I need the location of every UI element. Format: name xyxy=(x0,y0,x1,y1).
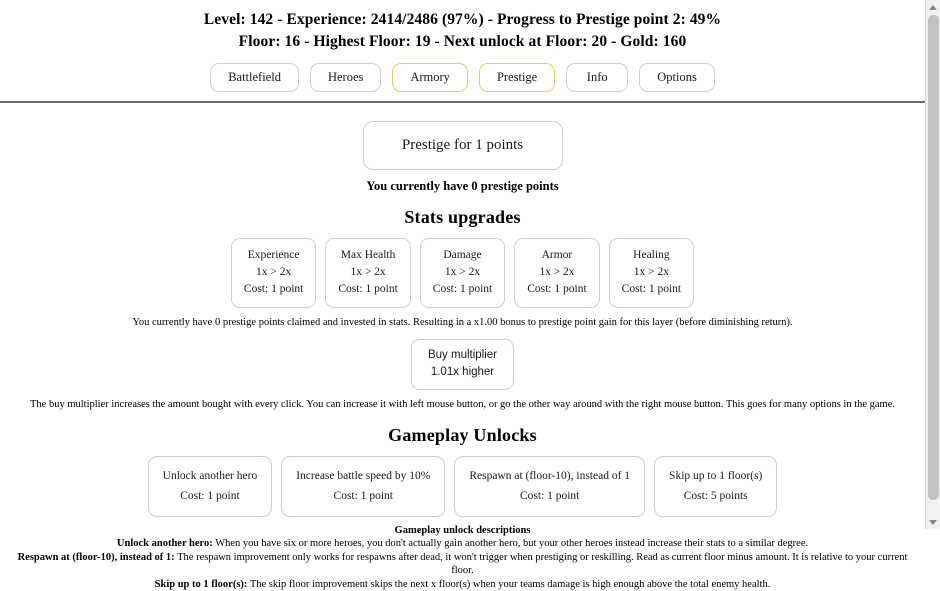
prestige-points-note: You currently have 0 prestige points xyxy=(0,179,925,194)
stat-upgrade-card[interactable] xyxy=(325,238,410,308)
buy-multiplier-value: 1.01x higher xyxy=(428,364,497,381)
stat-upgrade-name: Armor xyxy=(527,247,586,264)
scroll-down-arrow-icon[interactable] xyxy=(926,515,940,529)
buy-multiplier-note: The buy multiplier increases the amount bought with every click. You can increase it with left mouse button, or go the other way around with the right mouse button. This goes for many options in the game. xyxy=(0,398,925,412)
tab-prestige[interactable]: Prestige xyxy=(479,63,555,92)
status-header xyxy=(0,0,925,53)
gameplay-unlock-card[interactable] xyxy=(654,456,777,517)
stat-upgrade-name: Experience xyxy=(244,247,303,264)
gameplay-unlock-cost: Cost: 1 point xyxy=(163,486,258,506)
scroll-up-arrow-icon[interactable] xyxy=(926,0,940,14)
stat-upgrade-scale: 1x > 2x xyxy=(622,264,681,281)
gameplay-unlock-cost: Cost: 1 point xyxy=(469,486,630,506)
stat-upgrade-name: Healing xyxy=(622,247,681,264)
vertical-scrollbar[interactable] xyxy=(925,0,940,529)
buy-multiplier-area xyxy=(0,339,925,390)
tab-heroes[interactable]: Heroes xyxy=(310,63,381,92)
stat-upgrade-cost: Cost: 1 point xyxy=(622,281,681,298)
stat-upgrade-cost: Cost: 1 point xyxy=(244,281,303,298)
stat-upgrade-scale: 1x > 2x xyxy=(527,264,586,281)
stat-upgrade-card[interactable] xyxy=(514,238,599,308)
stat-upgrade-cost: Cost: 1 point xyxy=(338,281,397,298)
tab-battlefield[interactable]: Battlefield xyxy=(210,63,299,92)
header-divider xyxy=(0,101,925,103)
gameplay-unlocks-title: Gameplay Unlocks xyxy=(0,425,925,446)
stat-upgrade-name: Damage xyxy=(433,247,492,264)
unlock-descriptions xyxy=(0,524,925,591)
stat-upgrade-card[interactable] xyxy=(420,238,505,308)
gameplay-unlock-name: Respawn at (floor-10), instead of 1 xyxy=(469,466,630,486)
stats-investment-note: You currently have 0 prestige points claimed and invested in stats. Resulting in a x1.00 bonus to prestige point gain for this layer (before diminishing return). xyxy=(0,316,925,330)
prestige-button[interactable]: Prestige for 1 points xyxy=(363,121,563,170)
stat-upgrade-cost: Cost: 1 point xyxy=(527,281,586,298)
tab-armory[interactable]: Armory xyxy=(392,63,468,92)
unlock-description-term: Respawn at (floor-10), instead of 1: xyxy=(18,552,175,563)
buy-multiplier-label: Buy multiplier xyxy=(428,347,497,364)
stat-upgrade-scale: 1x > 2x xyxy=(433,264,492,281)
stat-upgrade-scale: 1x > 2x xyxy=(244,264,303,281)
stat-upgrade-scale: 1x > 2x xyxy=(338,264,397,281)
gameplay-unlock-name: Skip up to 1 floor(s) xyxy=(669,466,762,486)
stat-upgrade-cost: Cost: 1 point xyxy=(433,281,492,298)
gameplay-unlock-cost: Cost: 1 point xyxy=(296,486,430,506)
unlock-description-term: Unlock another hero: xyxy=(117,538,213,549)
status-line-level: Level: 142 - Experience: 2414/2486 (97%) - Progress to Prestige point 2: 49% xyxy=(0,9,925,31)
gameplay-unlock-cost: Cost: 5 points xyxy=(669,486,762,506)
gameplay-unlock-card[interactable] xyxy=(148,456,273,517)
main-tab-bar xyxy=(0,63,925,92)
unlock-description-line xyxy=(0,551,925,578)
unlock-description-text: The skip floor improvement skips the next x floor(s) when your teams damage is high enough above the total enemy health. xyxy=(247,579,770,590)
unlock-descriptions-title: Gameplay unlock descriptions xyxy=(0,524,925,537)
unlock-description-line xyxy=(0,537,925,551)
tab-options[interactable]: Options xyxy=(639,63,715,92)
unlock-description-text: When you have six or more heroes, you don't actually gain another hero, but your other heroes instead increase their stats to a similar degree. xyxy=(213,538,808,549)
scrollbar-thumb[interactable] xyxy=(928,15,939,500)
stats-upgrades-title: Stats upgrades xyxy=(0,207,925,228)
gameplay-unlocks-row xyxy=(0,456,925,517)
buy-multiplier-button[interactable] xyxy=(411,339,514,390)
gameplay-unlock-name: Increase battle speed by 10% xyxy=(296,466,430,486)
tab-info[interactable]: Info xyxy=(566,63,628,92)
unlock-description-text: The respawn improvement only works for respawns after dead, it won't trigger when prestiging or reskilling. Read as current floor minus amount. It is relative to your current floor. xyxy=(175,552,908,577)
unlock-description-line xyxy=(0,578,925,591)
stat-upgrade-card[interactable] xyxy=(231,238,316,308)
stat-upgrade-name: Max Health xyxy=(338,247,397,264)
stat-upgrade-card[interactable] xyxy=(609,238,694,308)
gameplay-unlock-card[interactable] xyxy=(454,456,645,517)
gameplay-unlock-name: Unlock another hero xyxy=(163,466,258,486)
prestige-action-area xyxy=(0,121,925,170)
unlock-description-term: Skip up to 1 floor(s): xyxy=(155,579,248,590)
stats-upgrades-row xyxy=(0,238,925,308)
gameplay-unlock-card[interactable] xyxy=(281,456,445,517)
status-line-floor: Floor: 16 - Highest Floor: 19 - Next unlock at Floor: 20 - Gold: 160 xyxy=(0,31,925,53)
